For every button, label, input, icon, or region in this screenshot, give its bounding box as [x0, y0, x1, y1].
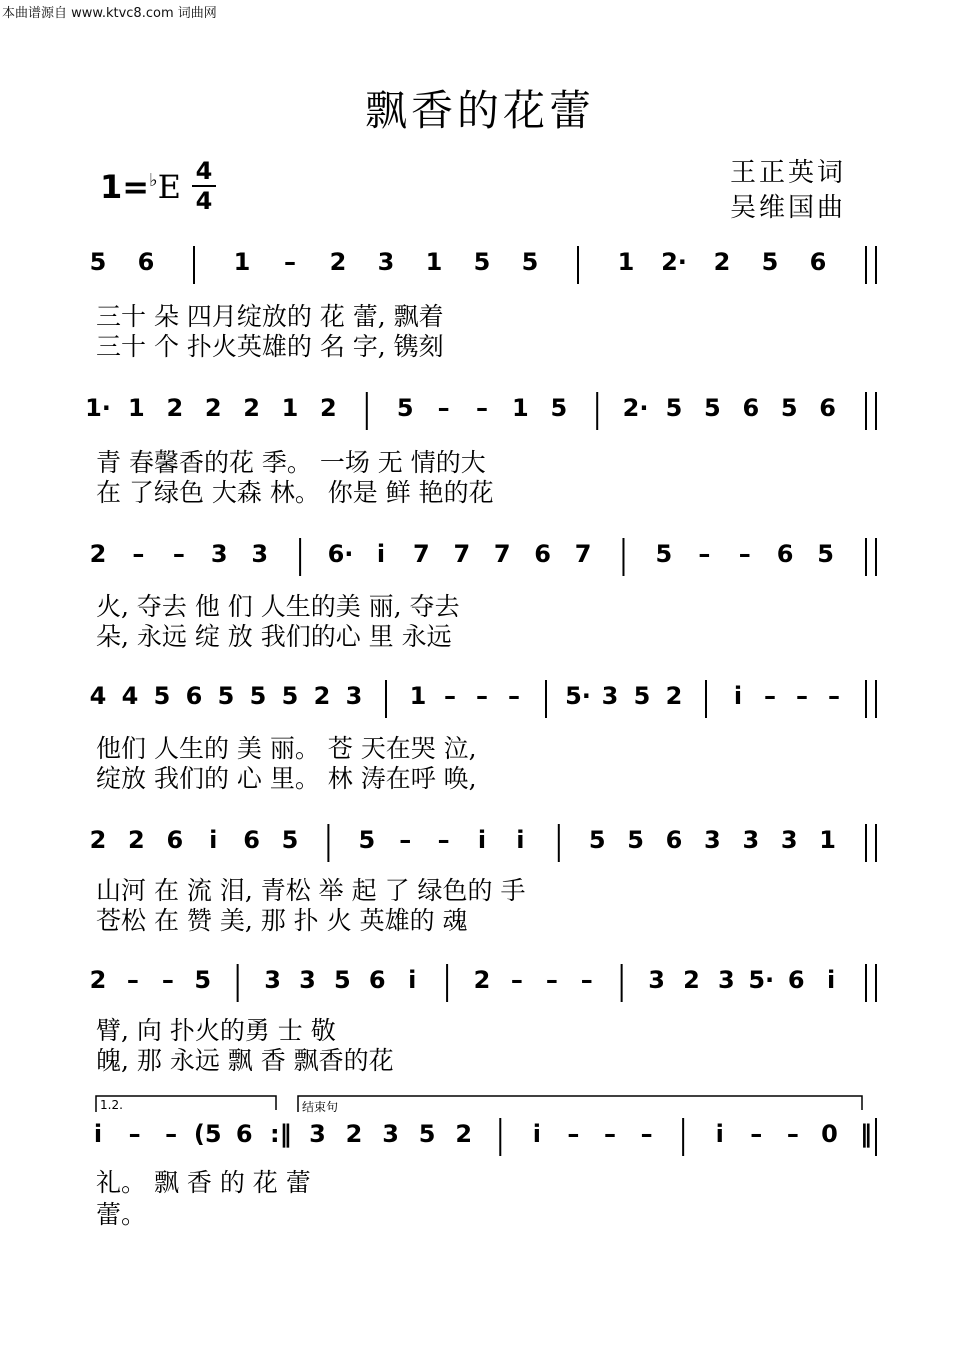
note-token: 1 [617, 248, 635, 276]
note-token: 1 [409, 682, 427, 710]
note-token: – [444, 682, 456, 710]
note-token: – [604, 1120, 616, 1148]
note-token: – [508, 682, 520, 710]
composer-credit: 吴维国曲 [730, 193, 847, 223]
note-token: 2 [713, 248, 731, 276]
note-token: 3 [742, 826, 760, 854]
lyric-row-7-verse-1: 礼。 飘 香 的 花 蕾 [96, 1168, 311, 1197]
note-token: i [715, 1120, 724, 1148]
note-token: – [764, 682, 776, 710]
note-token: 5 [550, 394, 568, 422]
note-token: 5 [396, 394, 414, 422]
note-token: – [126, 966, 139, 994]
note-token: 7 [413, 540, 430, 568]
note-token: 5· [748, 966, 775, 994]
note-token: i [376, 540, 386, 568]
note-token: 6 [742, 394, 760, 422]
note-token: 2 [329, 248, 347, 276]
note-token: 1 [819, 826, 836, 854]
note-token: – [476, 394, 488, 422]
note-token: i [532, 1120, 541, 1148]
time-signature-top: 4 [195, 157, 213, 185]
note-token: 5 [665, 394, 683, 422]
note-token: 6 [243, 826, 260, 854]
note-token: 6 [787, 966, 805, 994]
note-token: 2 [89, 826, 107, 854]
note-token: 5 [761, 248, 779, 276]
note-token: – [580, 966, 593, 994]
note-token: 5 [89, 248, 107, 276]
note-token: – [128, 1120, 141, 1148]
note-token: 3 [210, 540, 228, 568]
note-token: 2 [473, 966, 491, 994]
note-token: 7 [574, 540, 592, 568]
ending-bracket-label-1: 1.2. [100, 1098, 123, 1112]
note-token: i [516, 826, 525, 854]
note-token: 7 [453, 540, 471, 568]
note-token: 5 [334, 966, 351, 994]
note-token: – [437, 394, 450, 422]
note-token: – [750, 1120, 763, 1148]
note-token: 5 [655, 540, 673, 568]
note-token: 2 [320, 394, 337, 422]
note-token: 6 [665, 826, 683, 854]
note-token: – [698, 540, 711, 568]
note-token: 0 [821, 1120, 838, 1148]
note-token: 5 [473, 248, 491, 276]
note-token: 2 [89, 966, 107, 994]
note-token: 3 [718, 966, 735, 994]
note-token: 6 [534, 540, 551, 568]
note-token: 5· [565, 682, 591, 710]
lyric-row-4-verse-2: 绽放 我们的 心 里。 林 涛在呼 唤, [96, 764, 477, 793]
note-token: 2 [683, 966, 700, 994]
note-token: 6 [166, 826, 184, 854]
note-token: 3 [309, 1120, 326, 1148]
note-token: 3 [780, 826, 798, 854]
note-token: 5 [194, 966, 212, 994]
lyric-row-5-verse-1: 山河 在 流 泪, 青松 举 起 了 绿色的 手 [96, 876, 526, 905]
note-token: 3 [377, 248, 395, 276]
note-token: – [545, 966, 558, 994]
lyric-row-2-verse-2: 在 了绿色 大森 林。 你是 鲜 艳的花 [96, 478, 494, 507]
lyric-row-1-verse-2: 三十 个 扑火英雄的 名 字, 镌刻 [96, 332, 444, 361]
note-token: i [477, 826, 487, 854]
ending-bracket [298, 1096, 862, 1112]
note-token: 2 [89, 540, 107, 568]
note-token: 6 [819, 394, 836, 422]
note-token: 5 [627, 826, 644, 854]
note-token: i [93, 1120, 103, 1148]
note-token: 2 [166, 394, 184, 422]
note-token: 5 [418, 1120, 436, 1148]
note-token: i [826, 966, 836, 994]
note-token: 5 [153, 682, 171, 710]
note-token: 5 [704, 394, 721, 422]
note-token: 3 [264, 966, 281, 994]
note-token: 4 [89, 682, 107, 710]
note-token: 5 [588, 826, 606, 854]
lyric-row-3-verse-2: 朵, 永远 绽 放 我们的心 里 永远 [96, 622, 452, 651]
note-token: – [567, 1120, 580, 1148]
note-token: 3 [345, 682, 363, 710]
note-token: 2 [665, 682, 683, 710]
key-note: E [157, 168, 181, 206]
note-token: 6 [235, 1120, 253, 1148]
key-prefix: 1= [100, 168, 150, 206]
lyricist-credit: 王正英词 [730, 158, 847, 188]
note-token: 1 [512, 394, 529, 422]
lyric-row-2-verse-1: 青 春馨香的花 季。 一场 无 情的大 [96, 448, 486, 477]
note-token: 7 [493, 540, 511, 568]
note-token: – [284, 248, 296, 276]
note-token: 2 [345, 1120, 363, 1148]
note-token: 2 [455, 1120, 473, 1148]
note-token: – [476, 682, 488, 710]
note-token: 2 [313, 682, 331, 710]
note-token: – [132, 540, 145, 568]
note-token: :‖ [270, 1120, 292, 1148]
note-token: – [165, 1120, 178, 1148]
note-token: – [786, 1120, 799, 1148]
note-token: – [399, 826, 412, 854]
note-token: 2 [204, 394, 222, 422]
note-token: 6· [327, 540, 354, 568]
note-token: 5 [780, 394, 798, 422]
note-token: i [733, 682, 743, 710]
lyric-row-4-verse-1: 他们 人生的 美 丽。 苍 天在哭 泣, [96, 734, 477, 763]
note-token: 6 [185, 682, 203, 710]
ending-bracket-label-2: 结束句 [302, 1100, 339, 1114]
note-token: 6 [776, 540, 794, 568]
note-token: 2 [128, 826, 145, 854]
note-token: 1 [128, 394, 145, 422]
time-signature-bottom: 4 [195, 187, 213, 215]
note-token: (5 [193, 1120, 222, 1148]
note-token: 3 [648, 966, 665, 994]
note-token: – [828, 682, 840, 710]
lyric-row-3-verse-1: 火, 夺去 他 们 人生的美 丽, 夺去 [96, 592, 460, 621]
note-token: 1· [85, 394, 111, 422]
lyric-row-5-verse-2: 苍松 在 赞 美, 那 扑 火 英雄的 魂 [96, 906, 468, 935]
song-title: 飘香的花蕾 [364, 86, 595, 135]
note-token: – [172, 540, 185, 568]
note-token: 2· [622, 394, 649, 422]
note-token: 3 [704, 826, 721, 854]
note-token: 5 [358, 826, 376, 854]
note-token: – [738, 540, 751, 568]
lyric-row-6-verse-2: 魄, 那 永远 飘 香 飘香的花 [96, 1046, 394, 1075]
note-token: i [209, 826, 218, 854]
note-token: – [796, 682, 808, 710]
note-token: 3 [299, 966, 316, 994]
note-token: 5 [633, 682, 651, 710]
note-token: 2 [243, 394, 260, 422]
source-watermark: 本曲谱源自 www.ktvc8.com 词曲网 [2, 6, 217, 21]
flat-sign: ♭ [149, 170, 158, 191]
lyric-row-1-verse-1: 三十 朵 四月绽放的 花 蕾, 飘着 [96, 302, 444, 331]
note-token: ‖ [860, 1120, 872, 1148]
note-token: 4 [121, 682, 139, 710]
note-token: 1 [281, 394, 299, 422]
note-token: – [437, 826, 450, 854]
note-token: 5 [281, 682, 299, 710]
note-token: – [510, 966, 523, 994]
note-token: 5 [217, 682, 235, 710]
note-token: 1 [425, 248, 443, 276]
note-token: 1 [233, 248, 251, 276]
note-token: 3 [601, 682, 619, 710]
note-token: 3 [251, 540, 269, 568]
note-token: 5 [521, 248, 539, 276]
note-token: 5 [281, 826, 299, 854]
lyric-row-6-verse-1: 臂, 向 扑火的勇 士 敬 [96, 1016, 336, 1045]
note-token: 6 [809, 248, 827, 276]
note-token: 6 [137, 248, 155, 276]
note-token: i [408, 966, 417, 994]
note-token: 2· [661, 248, 687, 276]
ending-bracket [96, 1096, 276, 1112]
lyric-row-7-verse-2: 蕾。 [96, 1200, 147, 1229]
note-token: 5 [817, 540, 834, 568]
note-token: – [640, 1120, 653, 1148]
note-token: 5 [249, 682, 267, 710]
note-token: 3 [382, 1120, 399, 1148]
note-token: 6 [368, 966, 386, 994]
note-token: – [161, 966, 174, 994]
